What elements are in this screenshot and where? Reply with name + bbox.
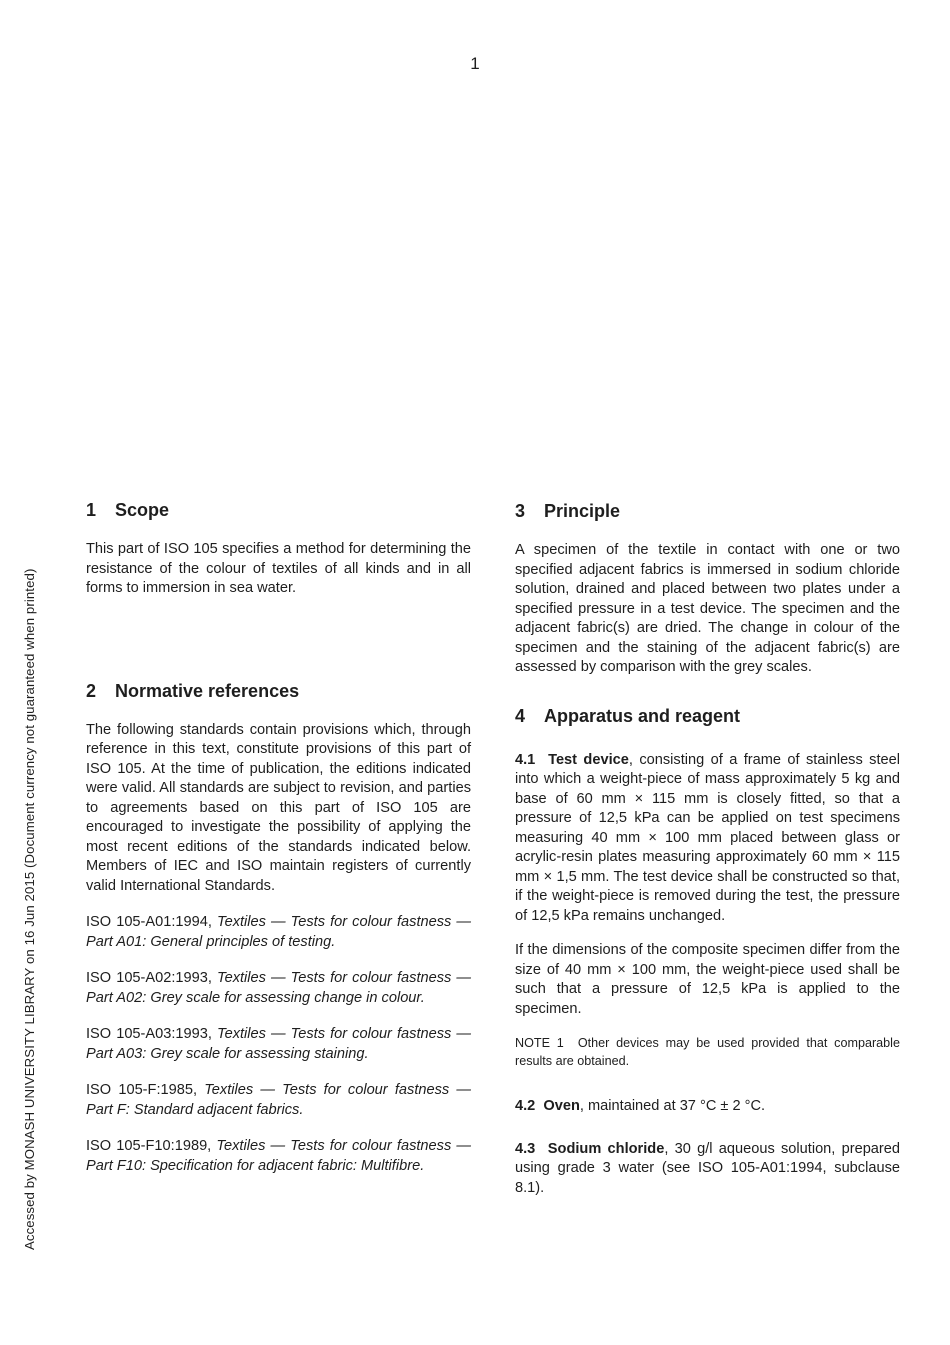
section-heading-normative-references	[86, 681, 471, 702]
section-number: 1	[86, 500, 97, 520]
reference-title: Textiles — Tests for colour fastness — Part F10: Specification for adjacent fabric: Multifibre.	[86, 1138, 471, 1174]
clause-number: 4.3	[515, 1140, 536, 1157]
section-number: 4	[515, 705, 526, 726]
right-column	[515, 500, 900, 1198]
clause-4-2	[515, 1097, 900, 1117]
reference-item	[86, 913, 471, 952]
clause-number: 4.2	[515, 1098, 536, 1114]
clause-number: 4.1	[515, 751, 536, 768]
reference-code: ISO 105-A02:1993,	[86, 970, 212, 986]
section-heading-principle	[515, 501, 900, 522]
principle-paragraph: A specimen of the textile in contact with one or two specified adjacent fabrics is immersed in sodium chloride solution, drained and placed between two plates under a specified pressure in a test device. The specimen and the adjacent fabric(s) are dried. The change in colour of the specimen and the staining of the adjacent fabric(s) are assessed by comparison with the grey scales.	[515, 542, 900, 675]
note-1	[515, 1034, 900, 1070]
reference-title: Textiles — Tests for colour fastness — Part A02: Grey scale for assessing change in colour.	[86, 970, 471, 1006]
normative-intro-paragraph: The following standards contain provisions which, through reference in this text, constitute provisions of this part of ISO 105. At the time of publication, the editions indicated were valid. All standards are subject to revision, and parties to agreements based on this part of ISO 105 are encouraged to investigate the possibility of applying the most recent editions of the standards indicated below. Members of IEC and ISO maintain registers of currently valid International Standards.	[86, 721, 471, 894]
section-title: Principle	[544, 501, 621, 521]
clause-text: , 30 g/l aqueous solution, prepared using grade 3 water (see ISO 105-A01:1994, subclause 8.1).	[515, 1140, 901, 1196]
note-label: NOTE 1	[515, 1036, 564, 1050]
reference-code: ISO 105-A03:1993,	[86, 1026, 212, 1042]
clause-term: Test device	[548, 751, 629, 768]
reference-code: ISO 105-F:1985,	[86, 1082, 198, 1098]
page-number: 1	[470, 54, 480, 73]
clause-term: Sodium chloride	[547, 1140, 665, 1157]
reference-title: Textiles — Tests for colour fastness — Part A03: Grey scale for assessing staining.	[86, 1026, 471, 1062]
reference-item	[86, 969, 471, 1008]
section-title: Apparatus and reagent	[544, 705, 741, 726]
reference-item	[86, 1081, 471, 1120]
access-watermark: Accessed by MONASH UNIVERSITY LIBRARY on 16 Jun 2015 (Document currency not guaranteed when printed)	[22, 568, 37, 1250]
section-number: 2	[86, 680, 97, 701]
clause-4-1	[515, 751, 900, 927]
left-column	[86, 500, 471, 1176]
clause-4-1-paragraph-b: If the dimensions of the composite specimen differ from the size of 40 mm × 100 mm, the weight-piece used shall be such that a pressure of 12,5 kPa is applied to the specimen.	[515, 942, 900, 1017]
reference-title: Textiles — Tests for colour fastness — Part F: Standard adjacent fabrics.	[86, 1082, 471, 1118]
reference-code: ISO 105-A01:1994,	[86, 914, 212, 930]
reference-code: ISO 105-F10:1989,	[86, 1138, 212, 1154]
reference-item	[86, 1025, 471, 1064]
section-title: Scope	[115, 500, 170, 520]
clause-term: Oven	[543, 1098, 580, 1114]
note-text: Other devices may be used provided that comparable results are obtained.	[515, 1036, 900, 1068]
scope-paragraph: This part of ISO 105 specifies a method for determining the resistance of the colour of textiles of all kinds and in all forms to immersion in sea water.	[86, 541, 471, 596]
clause-4-3	[515, 1140, 900, 1199]
section-title: Normative references	[115, 680, 300, 701]
section-number: 3	[515, 501, 526, 521]
reference-item	[86, 1137, 471, 1176]
section-heading-scope	[86, 500, 471, 521]
section-heading-apparatus	[515, 706, 900, 727]
clause-text: , consisting of a frame of stainless steel into which a weight-piece of mass approximately 5 kg and base of 60 mm × 115 mm is closely fitted, so that a pressure of 12,5 kPa can be applied on test specimens measuring 40 mm × 100 mm placed between glass or acrylic-resin plates measuring approximately 60 mm × 115 mm × 1,5 mm. The test device shall be constructed so that, if the weight-piece is removed during the test, the pressure of 12,5 kPa remains unchanged.	[515, 751, 901, 924]
clause-text: , maintained at 37 °C ± 2 °C.	[579, 1098, 766, 1114]
reference-title: Textiles — Tests for colour fastness — Part A01: General principles of testing.	[86, 914, 471, 950]
